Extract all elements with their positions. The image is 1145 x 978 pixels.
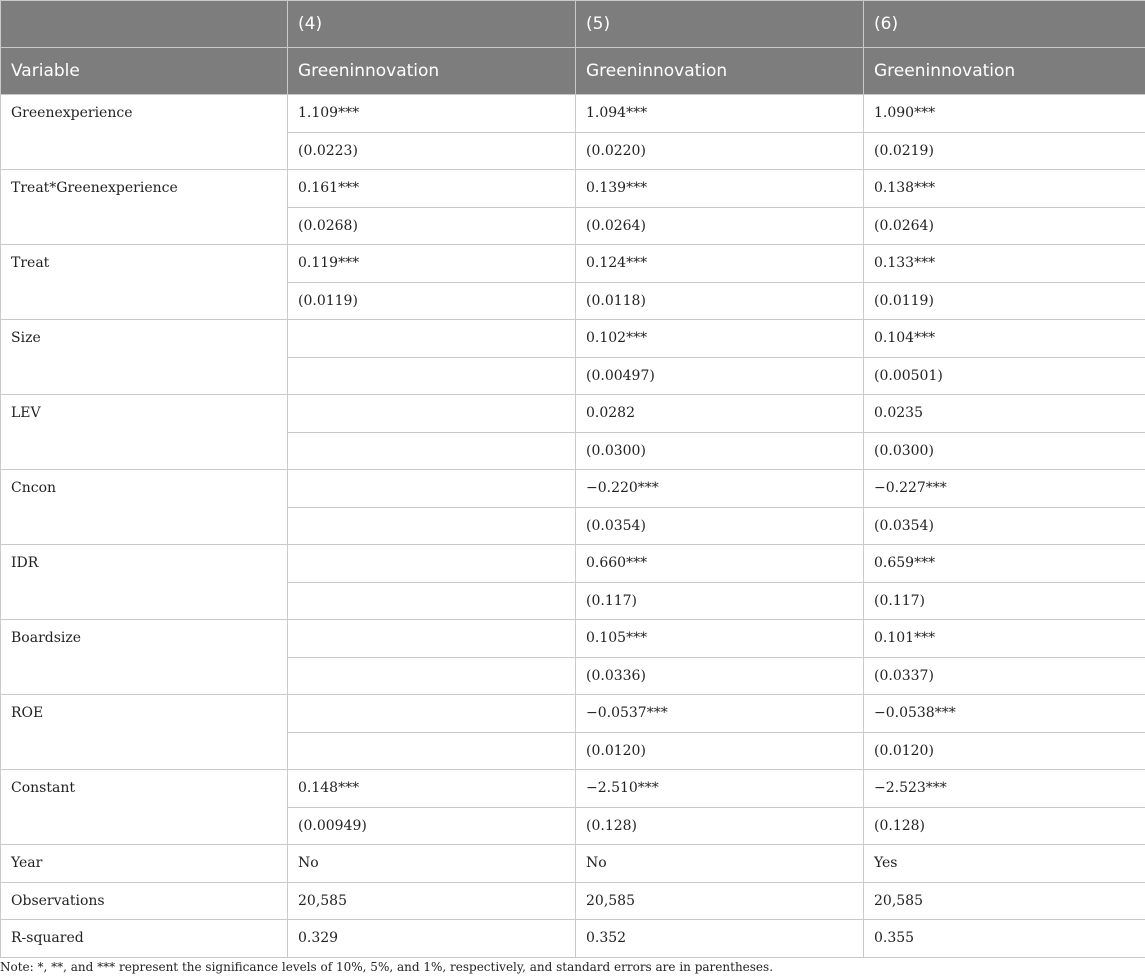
standard-error-cell: (0.00501): [864, 357, 1145, 395]
coefficient-cell: 0.133***: [864, 245, 1145, 283]
coefficient-cell: −0.227***: [864, 470, 1145, 508]
standard-error-cell: (0.0120): [864, 732, 1145, 770]
coefficient-cell: 0.148***: [288, 770, 576, 808]
table-note: Note: *, **, and *** represent the significance levels of 10%, 5%, and 1%, respectively, and standard errors are in parentheses.: [0, 960, 774, 974]
variable-name: Boardsize: [1, 620, 288, 695]
coefficient-cell: 0.138***: [864, 170, 1145, 208]
standard-error-cell: [288, 357, 576, 395]
summary-value: 0.355: [864, 920, 1145, 958]
standard-error-cell: [288, 432, 576, 470]
summary-value: No: [288, 845, 576, 883]
table-row: [1, 395, 1145, 433]
table-row: [1, 620, 1145, 658]
coefficient-cell: 0.124***: [576, 245, 864, 283]
standard-error-cell: (0.0118): [576, 282, 864, 320]
header-cell-dependent-4: Greeninnovation: [288, 48, 576, 95]
coefficient-cell: 0.659***: [864, 545, 1145, 583]
variable-name: Greenexperience: [1, 95, 288, 170]
coefficient-cell: −2.523***: [864, 770, 1145, 808]
variable-name: Size: [1, 320, 288, 395]
table-row: [1, 95, 1145, 133]
coefficient-cell: 0.139***: [576, 170, 864, 208]
standard-error-cell: (0.0336): [576, 657, 864, 695]
summary-value: 0.329: [288, 920, 576, 958]
variable-name: LEV: [1, 395, 288, 470]
variable-name: Constant: [1, 770, 288, 845]
standard-error-cell: (0.0354): [864, 507, 1145, 545]
coefficient-cell: [288, 395, 576, 433]
table-row: [1, 320, 1145, 358]
header-cell-blank: [1, 1, 288, 48]
summary-value: 0.352: [576, 920, 864, 958]
summary-value: 20,585: [288, 882, 576, 920]
standard-error-cell: (0.117): [864, 582, 1145, 620]
standard-error-cell: (0.0264): [864, 207, 1145, 245]
header-row-variables: [1, 48, 1145, 95]
table-row: [1, 695, 1145, 733]
coefficient-cell: 0.102***: [576, 320, 864, 358]
table-row: [1, 882, 1145, 920]
standard-error-cell: [288, 582, 576, 620]
coefficient-cell: 1.094***: [576, 95, 864, 133]
coefficient-cell: 0.101***: [864, 620, 1145, 658]
standard-error-cell: (0.0223): [288, 132, 576, 170]
coefficient-cell: 0.0282: [576, 395, 864, 433]
variable-name: ROE: [1, 695, 288, 770]
header-cell-model-6: (6): [864, 1, 1145, 48]
standard-error-cell: (0.128): [864, 807, 1145, 845]
summary-value: Yes: [864, 845, 1145, 883]
coefficient-cell: [288, 545, 576, 583]
standard-error-cell: (0.0300): [864, 432, 1145, 470]
coefficient-cell: 1.109***: [288, 95, 576, 133]
coefficient-cell: −0.0538***: [864, 695, 1145, 733]
table-row: [1, 845, 1145, 883]
coefficient-cell: 0.104***: [864, 320, 1145, 358]
standard-error-cell: (0.0354): [576, 507, 864, 545]
variable-name: IDR: [1, 545, 288, 620]
table-row: [1, 545, 1145, 583]
standard-error-cell: (0.00949): [288, 807, 576, 845]
coefficient-cell: [288, 320, 576, 358]
coefficient-cell: [288, 620, 576, 658]
table-body: [1, 95, 1145, 958]
header-cell-variable: Variable: [1, 48, 288, 95]
standard-error-cell: (0.0264): [576, 207, 864, 245]
standard-error-cell: [288, 657, 576, 695]
standard-error-cell: (0.0300): [576, 432, 864, 470]
standard-error-cell: (0.0119): [864, 282, 1145, 320]
header-cell-dependent-5: Greeninnovation: [576, 48, 864, 95]
coefficient-cell: 0.660***: [576, 545, 864, 583]
summary-value: 20,585: [864, 882, 1145, 920]
coefficient-cell: [288, 470, 576, 508]
summary-label: Year: [1, 845, 288, 883]
coefficient-cell: 0.0235: [864, 395, 1145, 433]
summary-value: No: [576, 845, 864, 883]
summary-label: R-squared: [1, 920, 288, 958]
header-row-model-numbers: [1, 1, 1145, 48]
coefficient-cell: 0.161***: [288, 170, 576, 208]
variable-name: Cncon: [1, 470, 288, 545]
coefficient-cell: 1.090***: [864, 95, 1145, 133]
header-cell-model-4: (4): [288, 1, 576, 48]
standard-error-cell: [288, 732, 576, 770]
standard-error-cell: (0.00497): [576, 357, 864, 395]
standard-error-cell: (0.0219): [864, 132, 1145, 170]
coefficient-cell: 0.119***: [288, 245, 576, 283]
standard-error-cell: (0.0119): [288, 282, 576, 320]
standard-error-cell: (0.117): [576, 582, 864, 620]
coefficient-cell: 0.105***: [576, 620, 864, 658]
standard-error-cell: (0.0120): [576, 732, 864, 770]
summary-label: Observations: [1, 882, 288, 920]
standard-error-cell: (0.0337): [864, 657, 1145, 695]
table-row: [1, 170, 1145, 208]
table-row: [1, 920, 1145, 958]
standard-error-cell: (0.0268): [288, 207, 576, 245]
header-cell-dependent-6: Greeninnovation: [864, 48, 1145, 95]
standard-error-cell: (0.0220): [576, 132, 864, 170]
standard-error-cell: (0.128): [576, 807, 864, 845]
variable-name: Treat: [1, 245, 288, 320]
table-row: [1, 470, 1145, 508]
variable-name: Treat*Greenexperience: [1, 170, 288, 245]
header-cell-model-5: (5): [576, 1, 864, 48]
summary-value: 20,585: [576, 882, 864, 920]
table-row: [1, 245, 1145, 283]
coefficient-cell: [288, 695, 576, 733]
coefficient-cell: −2.510***: [576, 770, 864, 808]
table-row: [1, 770, 1145, 808]
standard-error-cell: [288, 507, 576, 545]
coefficient-cell: −0.220***: [576, 470, 864, 508]
coefficient-cell: −0.0537***: [576, 695, 864, 733]
